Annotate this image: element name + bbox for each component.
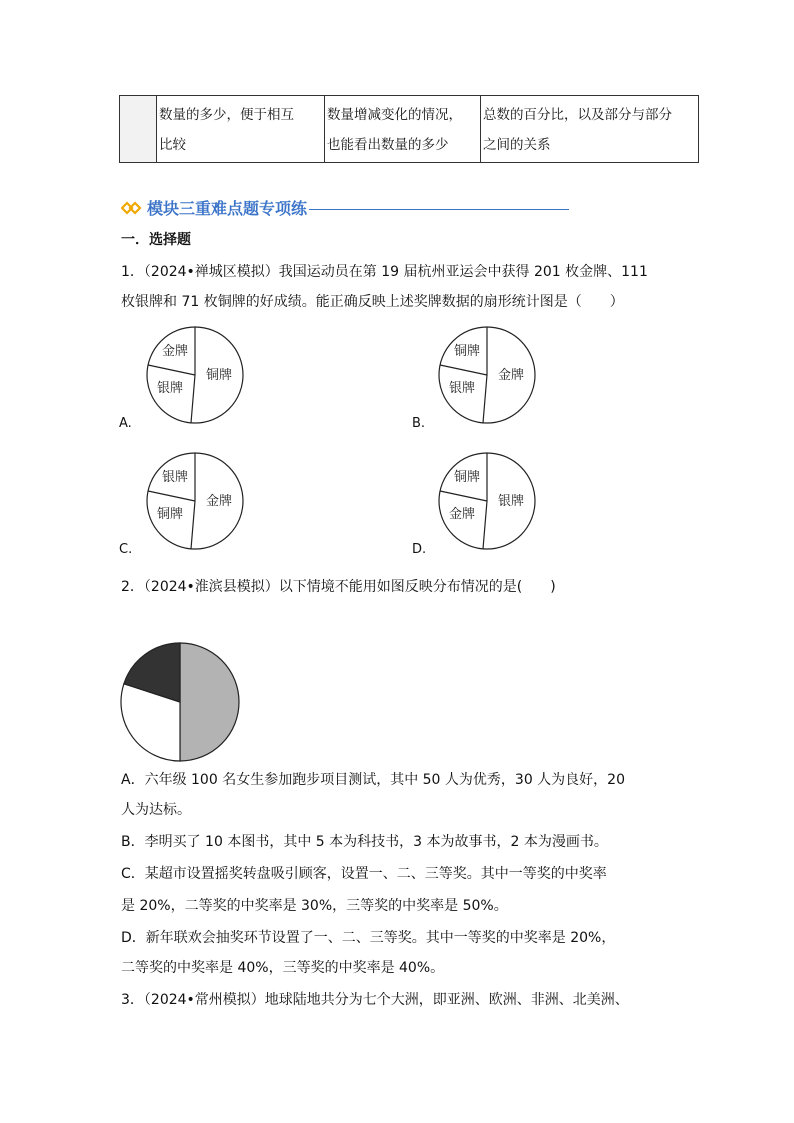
pie-slice-gray: [180, 643, 239, 761]
q2-line1: 2．（2024•淮滨县模拟）以下情境不能用如图反映分布情况的是( ): [121, 579, 556, 595]
q2-option-c-line1[interactable]: C．某超市设置摇奖转盘吸引顾客，设置一、二、三等奖。其中一等奖的中奖率: [121, 866, 607, 882]
q1-a-small-top-label: 金牌: [162, 344, 189, 359]
q3-line1: 3．（2024•常州模拟）地球陆地共分为七个大洲，即亚洲、欧洲、非洲、北美洲、: [121, 992, 629, 1008]
q1-a-large-label: 铜牌: [206, 368, 233, 383]
q1-option-c-label[interactable]: C.: [119, 542, 133, 557]
q1-line1: 1．（2024•禅城区模拟）我国运动员在第 19 届杭州亚运会中获得 201 枚金牌、111: [121, 264, 648, 280]
module-title-rule: [309, 209, 569, 210]
q1-option-d-label[interactable]: D.: [412, 542, 427, 557]
q1-c-small-top-label: 银牌: [162, 470, 189, 485]
q2-option-b[interactable]: B．李明买了 10 本图书，其中 5 本为科技书，3 本为故事书，2 本为漫画书。: [121, 834, 608, 850]
q1-option-b-pie[interactable]: [437, 325, 539, 427]
q1-d-small-bottom-label: 金牌: [449, 507, 476, 522]
comparison-table: [119, 95, 699, 163]
q2-option-a-line2[interactable]: 人为达标。: [121, 802, 191, 818]
table-cell-pie-chart: 总数的百分比，以及部分与部分 之间的关系: [481, 96, 699, 163]
q1-option-a-pie[interactable]: [145, 325, 247, 427]
q2-option-d-line1[interactable]: D．新年联欢会抽奖环节设置了一、二、三等奖。其中一等奖的中奖率是 20%，: [121, 930, 616, 946]
q2-option-a-line1[interactable]: A．六年级 100 名女生参加跑步项目测试，其中 50 人为优秀，30 人为良好，20: [121, 772, 625, 788]
q1-a-small-bottom-label: 银牌: [157, 381, 184, 396]
q1-option-b-label[interactable]: B.: [412, 416, 426, 431]
table-cell-bar-chart: 数量的多少，便于相互 比较: [157, 96, 325, 163]
q1-b-small-top-label: 铜牌: [454, 344, 481, 359]
q2-pie-chart: [118, 640, 242, 764]
section-heading: 一．选择题: [121, 232, 191, 248]
diamond-arrow-icon: [121, 201, 143, 215]
q1-d-small-top-label: 铜牌: [454, 470, 481, 485]
q2-option-c-line2[interactable]: 是 20%，二等奖的中奖率是 30%，三等奖的中奖率是 50%。: [121, 898, 508, 914]
q1-option-c-pie[interactable]: [145, 451, 247, 553]
module-heading: [121, 196, 569, 219]
q1-b-small-bottom-label: 银牌: [449, 381, 476, 396]
q1-c-large-label: 金牌: [206, 494, 233, 509]
table-row-label-cell: [120, 96, 157, 163]
q1-b-large-label: 金牌: [498, 368, 525, 383]
q1-line2: 枚银牌和 71 枚铜牌的好成绩。能正确反映上述奖牌数据的扇形统计图是（ ）: [121, 294, 624, 310]
q1-c-small-bottom-label: 铜牌: [157, 507, 184, 522]
q1-option-d-pie[interactable]: [437, 451, 539, 553]
q2-option-d-line2[interactable]: 二等奖的中奖率是 40%，三等奖的中奖率是 40%。: [121, 960, 445, 976]
table-cell-line-chart: 数量增减变化的情况， 也能看出数量的多少: [325, 96, 481, 163]
q1-option-a-label[interactable]: A.: [119, 416, 132, 431]
module-title: 模块三重难点题专项练: [147, 199, 308, 218]
q1-d-large-label: 银牌: [498, 494, 525, 509]
